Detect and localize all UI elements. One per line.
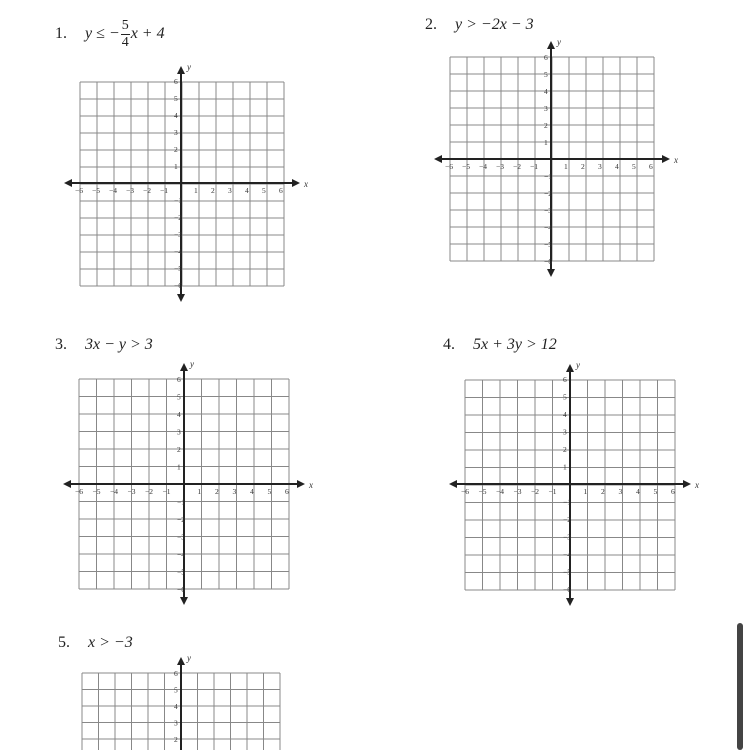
x-tick-label: 1 bbox=[197, 487, 202, 496]
x-tick-label: −1 bbox=[160, 186, 168, 195]
x-tick-label: 4 bbox=[250, 487, 254, 496]
problem-2-number: 2. bbox=[425, 16, 437, 33]
x-tick-label: −6 bbox=[461, 487, 469, 496]
y-tick-label: 4 bbox=[563, 410, 567, 419]
y-tick-label: −6 bbox=[177, 585, 185, 594]
fraction-denominator: 4 bbox=[121, 35, 129, 50]
x-tick-label: −5 bbox=[462, 162, 470, 171]
x-tick-label: 4 bbox=[615, 162, 619, 171]
y-tick-label: −2 bbox=[174, 213, 182, 222]
x-tick-label: 3 bbox=[618, 487, 623, 496]
y-axis-label: y bbox=[576, 360, 580, 370]
x-tick-label: 3 bbox=[232, 487, 237, 496]
x-tick-label: −5 bbox=[478, 487, 487, 496]
x-tick-label: 2 bbox=[601, 487, 605, 496]
y-tick-label: −5 bbox=[544, 240, 552, 249]
y-tick-label: 5 bbox=[544, 70, 548, 79]
x-tick-label: −2 bbox=[513, 162, 521, 171]
y-tick-label: −5 bbox=[563, 567, 571, 577]
problem-3-number: 3. bbox=[55, 336, 67, 353]
x-tick-label: 2 bbox=[215, 487, 219, 496]
x-axis-label: x bbox=[304, 179, 308, 189]
y-tick-label: −4 bbox=[563, 550, 571, 559]
y-tick-label: 2 bbox=[174, 145, 178, 154]
y-tick-label: 5 bbox=[177, 392, 181, 402]
x-tick-label: −4 bbox=[479, 162, 487, 171]
problem-1-number: 1. bbox=[55, 25, 67, 43]
x-tick-label: 1 bbox=[564, 162, 568, 171]
y-tick-label: −1 bbox=[563, 497, 571, 507]
y-tick-label: −3 bbox=[174, 230, 182, 239]
problem-1-lhs: y ≤ − bbox=[85, 25, 120, 43]
y-tick-label: 5 bbox=[174, 685, 178, 695]
x-tick-label: −5 bbox=[92, 487, 101, 496]
y-tick-label: 5 bbox=[174, 94, 178, 103]
y-tick-label: −3 bbox=[177, 532, 185, 542]
y-tick-label: −2 bbox=[544, 189, 552, 198]
problem-5-equation: x > −3 bbox=[88, 634, 133, 651]
y-tick-label: −3 bbox=[544, 206, 552, 215]
y-tick-label: 1 bbox=[177, 462, 181, 472]
x-tick-label: −4 bbox=[110, 487, 118, 496]
y-tick-label: 5 bbox=[563, 392, 567, 402]
problem-1-rhs: x + 4 bbox=[130, 25, 165, 43]
x-tick-label: 6 bbox=[671, 487, 675, 496]
y-tick-label: 6 bbox=[174, 669, 178, 678]
vertical-scrollbar[interactable] bbox=[737, 623, 743, 750]
y-tick-label: −5 bbox=[174, 264, 182, 273]
y-tick-label: 3 bbox=[174, 128, 178, 137]
y-tick-label: −1 bbox=[177, 497, 185, 507]
x-tick-label: −3 bbox=[496, 162, 504, 171]
y-tick-label: 2 bbox=[177, 445, 181, 454]
y-tick-label: 4 bbox=[177, 410, 181, 419]
y-tick-label: 1 bbox=[544, 138, 548, 147]
problem-4-number: 4. bbox=[443, 336, 455, 353]
problem-2-equation: y > −2x − 3 bbox=[455, 16, 534, 33]
y-tick-label: 6 bbox=[544, 53, 548, 62]
x-tick-label: −2 bbox=[531, 487, 539, 496]
y-tick-label: 3 bbox=[563, 427, 567, 437]
x-tick-label: 5 bbox=[653, 487, 658, 496]
y-tick-label: 2 bbox=[563, 445, 567, 454]
y-tick-label: 3 bbox=[177, 427, 181, 437]
y-tick-label: −1 bbox=[544, 172, 552, 181]
y-axis-arrow-up bbox=[177, 657, 185, 665]
y-tick-label: 4 bbox=[174, 111, 178, 120]
x-tick-label: −1 bbox=[162, 487, 171, 496]
y-tick-label: 4 bbox=[174, 702, 178, 711]
y-tick-label: −6 bbox=[544, 257, 552, 266]
x-tick-label: 1 bbox=[583, 487, 588, 496]
x-tick-label: −6 bbox=[75, 186, 83, 195]
y-tick-label: 1 bbox=[174, 162, 178, 171]
x-tick-label: 2 bbox=[581, 162, 585, 171]
x-tick-label: 4 bbox=[636, 487, 640, 496]
y-tick-label: −4 bbox=[177, 550, 185, 559]
y-tick-label: −4 bbox=[544, 223, 552, 232]
y-axis-label: y bbox=[190, 359, 194, 369]
x-tick-label: −2 bbox=[145, 487, 153, 496]
x-tick-label: 3 bbox=[598, 162, 602, 171]
y-tick-label: −1 bbox=[174, 196, 182, 205]
x-tick-label: −6 bbox=[445, 162, 453, 171]
x-tick-label: 1 bbox=[194, 186, 198, 195]
y-axis-label: y bbox=[557, 37, 561, 47]
y-tick-label: −3 bbox=[563, 532, 571, 542]
x-tick-label: −1 bbox=[530, 162, 538, 171]
x-tick-label: −5 bbox=[92, 186, 100, 195]
y-tick-label: 6 bbox=[177, 375, 181, 384]
y-tick-label: 2 bbox=[544, 121, 548, 130]
y-tick-label: 4 bbox=[544, 87, 548, 96]
fraction-numerator: 5 bbox=[121, 18, 129, 33]
x-tick-label: 6 bbox=[285, 487, 289, 496]
y-tick-label: 3 bbox=[544, 104, 548, 113]
x-tick-label: 5 bbox=[632, 162, 636, 171]
y-tick-label: −6 bbox=[563, 585, 571, 594]
x-tick-label: −3 bbox=[126, 186, 134, 195]
y-tick-label: −2 bbox=[563, 515, 571, 524]
x-axis-label: x bbox=[309, 480, 313, 490]
y-axis-label: y bbox=[187, 62, 191, 72]
x-tick-label: −3 bbox=[513, 487, 522, 496]
x-tick-label: −6 bbox=[75, 487, 83, 496]
x-tick-label: 4 bbox=[245, 186, 249, 195]
x-tick-label: 5 bbox=[267, 487, 272, 496]
x-axis-label: x bbox=[674, 155, 678, 165]
y-tick-label: −4 bbox=[174, 247, 182, 256]
y-tick-label: −2 bbox=[177, 515, 185, 524]
problem-3-equation: 3x − y > 3 bbox=[85, 336, 153, 353]
x-axis-label: x bbox=[695, 480, 699, 490]
x-tick-label: 2 bbox=[211, 186, 215, 195]
y-tick-label: −5 bbox=[177, 567, 185, 577]
problem-5-number: 5. bbox=[58, 634, 70, 651]
x-tick-label: −4 bbox=[109, 186, 117, 195]
y-tick-label: 2 bbox=[174, 735, 178, 744]
y-tick-label: 6 bbox=[563, 375, 567, 384]
problem-4-equation: 5x + 3y > 12 bbox=[473, 336, 557, 353]
y-tick-label: −6 bbox=[174, 281, 182, 290]
y-tick-label: 1 bbox=[563, 462, 567, 472]
x-tick-label: 6 bbox=[649, 162, 653, 171]
x-tick-label: −1 bbox=[548, 487, 557, 496]
x-tick-label: −4 bbox=[496, 487, 504, 496]
y-axis-label: y bbox=[187, 653, 191, 663]
x-tick-label: −3 bbox=[127, 487, 136, 496]
x-tick-label: −2 bbox=[143, 186, 151, 195]
y-tick-label: 3 bbox=[174, 718, 178, 728]
x-tick-label: 6 bbox=[279, 186, 283, 195]
x-tick-label: 5 bbox=[262, 186, 266, 195]
y-tick-label: 6 bbox=[174, 77, 178, 86]
x-tick-label: 3 bbox=[228, 186, 232, 195]
